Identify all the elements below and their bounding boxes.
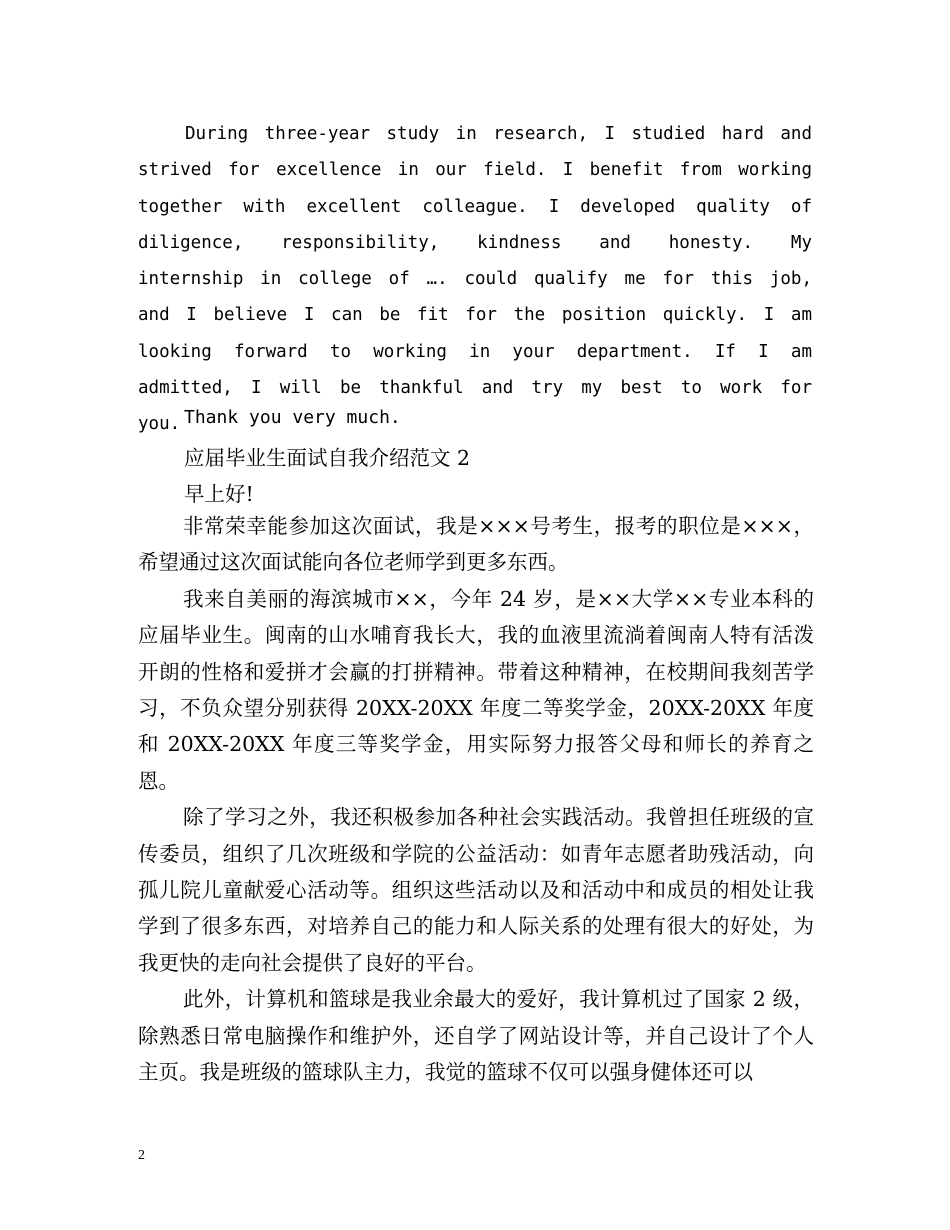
body-paragraph: 除了学习之外，我还积极参加各种社会实践活动。我曾担任班级的宣传委员，组织了几次班级和学院的公益活动：如青年志愿者助残活动，向孤儿院儿童献爱心活动等。组织这些活动以及和活动中和成员的相处让我学到了很多东西，对培养自己的能力和人际关系的处理有很大的好处，为我更快的走向社会提供了良好的平台。 [138, 805, 814, 975]
english-paragraph: During three-year study in research, I studied hard and strived for excellence in our field. I benefit from working together with excellent colleague. I developed quality of diligence, responsibility, kindness and honesty. My internship in college of …. could qualify me for this job, and I believe I can be fit for the position quickly. I am looking forward to working in your department. If I am admitted, I will be thankful and try my best to work for you. [138, 124, 812, 435]
body-paragraph: 此外，计算机和篮球是我业余最大的爱好，我计算机过了国家 2 级，除熟悉日常电脑操作和维护外，还自学了网站设计等，并自己设计了个人主页。我是班级的篮球队主力，我觉的篮球不仅可以强身健体还可以 [138, 987, 814, 1085]
section-title: 应届毕业生面试自我介绍范文 2 [184, 446, 471, 470]
body-paragraph: 我来自美丽的海滨城市××，今年 24 岁，是××大学××专业本科的应届毕业生。闽南的山水哺育我长大，我的血液里流淌着闽南人特有活泼开朗的性格和爱拼才会赢的打拼精神。带着这种精神，在校期间我刻苦学习，不负众望分别获得 20XX-20XX 年度二等奖学金，20XX-20XX 年度和 20XX-20XX 年度三等奖学金，用实际努力报答父母和师长的养育之恩。 [138, 586, 814, 793]
chinese-body [138, 508, 814, 1091]
thanks-line: Thank you very much. [184, 407, 401, 428]
page-number: 2 [138, 1148, 145, 1163]
greeting: 早上好! [184, 482, 254, 506]
body-paragraph: 非常荣幸能参加这次面试，我是×××号考生，报考的职位是×××，希望通过这次面试能向各位老师学到更多东西。 [138, 514, 814, 575]
english-paragraph-block [138, 116, 812, 443]
